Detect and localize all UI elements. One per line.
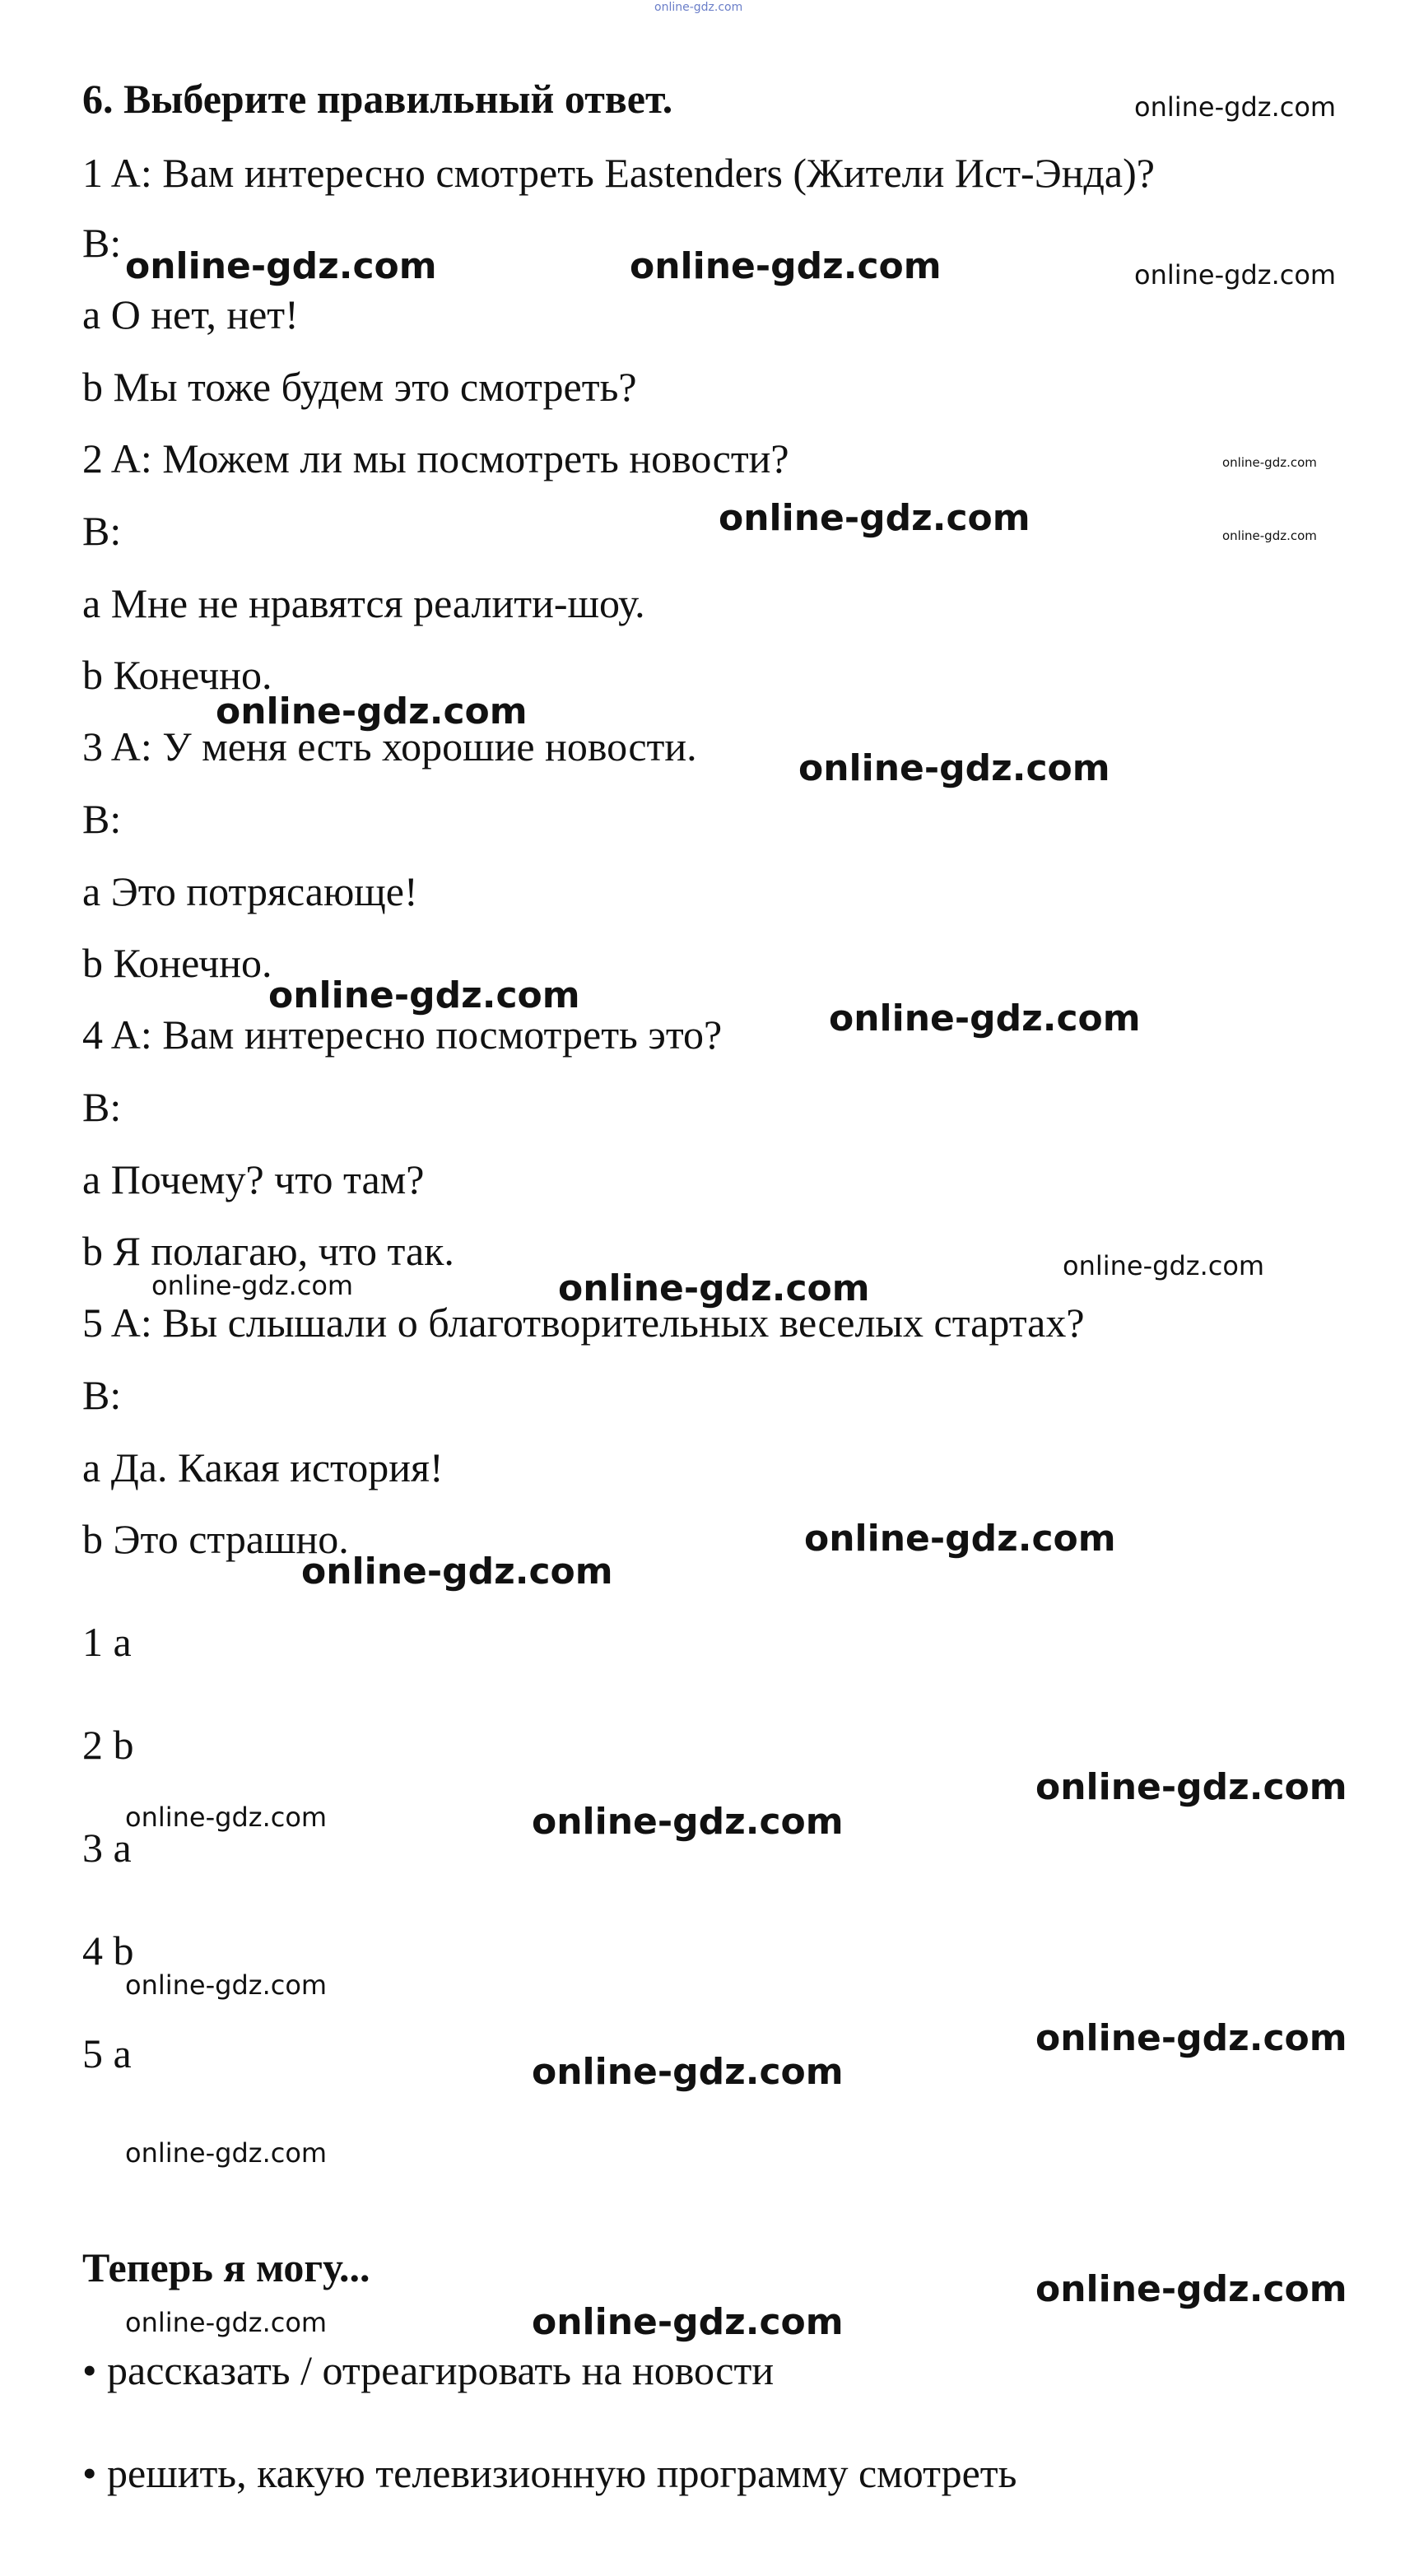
watermark: online-gdz.com [630, 245, 942, 287]
question-3-option-a: a Это потрясающе! [82, 868, 418, 914]
watermark: online-gdz.com [1035, 2017, 1347, 2059]
question-2-b-label: B: [82, 508, 122, 554]
question-2-option-b: b Конечно. [82, 652, 272, 698]
exercise-title: 6. Выберите правильный ответ. [82, 76, 673, 122]
question-3-b-label: B: [82, 796, 122, 842]
now-i-can-item-1: • рассказать / отреагировать на новости [82, 2347, 775, 2393]
question-4-b-label: B: [82, 1084, 122, 1130]
watermark: online-gdz.com [1063, 1250, 1265, 1281]
question-4-option-a: a Почему? что там? [82, 1156, 425, 1202]
now-i-can-title: Теперь я могу... [82, 2244, 370, 2290]
watermark: online-gdz.com [719, 497, 1030, 539]
question-4: 4 A: Вам интересно посмотреть это? [82, 1011, 723, 1058]
question-1-option-a: a О нет, нет! [82, 291, 299, 337]
question-4-option-b: b Я полагаю, что так. [82, 1228, 454, 1274]
watermark: online-gdz.com [125, 2137, 328, 2169]
watermark: online-gdz.com [125, 1969, 328, 2001]
question-5-option-a: a Да. Какая история! [82, 1444, 444, 1490]
watermark: online-gdz.com [1222, 455, 1317, 470]
watermark: online-gdz.com [829, 997, 1141, 1039]
watermark: online-gdz.com [1134, 259, 1337, 291]
watermark: online-gdz.com [216, 690, 528, 732]
answer-5: 5 a [82, 2030, 132, 2076]
watermark-top: online-gdz.com [654, 1, 743, 14]
now-i-can-item-2: • решить, какую телевизионную программу смотреть [82, 2450, 1017, 2496]
watermark: online-gdz.com [1035, 1766, 1347, 1808]
watermark: online-gdz.com [532, 1801, 844, 1843]
watermark: online-gdz.com [798, 747, 1110, 789]
answer-2: 2 b [82, 1722, 134, 1768]
question-3: 3 A: У меня есть хорошие новости. [82, 723, 697, 770]
question-1: 1 A: Вам интересно смотреть Eastenders (Жители Ист-Энда)? [82, 150, 1155, 196]
question-1-b-label: B: [82, 220, 122, 266]
watermark: online-gdz.com [125, 1802, 328, 1833]
answer-4: 4 b [82, 1927, 134, 1974]
watermark: online-gdz.com [804, 1518, 1116, 1560]
question-2-option-a: a Мне не нравятся реалити-шоу. [82, 580, 645, 626]
watermark: online-gdz.com [125, 2307, 328, 2338]
question-2: 2 A: Можем ли мы посмотреть новости? [82, 435, 789, 481]
watermark: online-gdz.com [1035, 2268, 1347, 2310]
question-5-b-label: B: [82, 1372, 122, 1418]
watermark: online-gdz.com [125, 245, 437, 287]
watermark: online-gdz.com [1134, 91, 1337, 123]
watermark: online-gdz.com [532, 2301, 844, 2343]
watermark: online-gdz.com [301, 1551, 613, 1593]
watermark: online-gdz.com [268, 974, 580, 1016]
watermark: online-gdz.com [558, 1267, 870, 1309]
answer-3: 3 a [82, 1825, 132, 1871]
question-3-option-b: b Конечно. [82, 940, 272, 986]
watermark: online-gdz.com [151, 1270, 354, 1301]
watermark: online-gdz.com [1222, 528, 1317, 543]
question-5: 5 A: Вы слышали о благотворительных веселых стартах? [82, 1300, 1085, 1346]
watermark: online-gdz.com [532, 2051, 844, 2093]
answer-1: 1 a [82, 1619, 132, 1665]
question-5-option-b: b Это страшно. [82, 1516, 349, 1562]
question-1-option-b: b Мы тоже будем это смотреть? [82, 364, 637, 410]
